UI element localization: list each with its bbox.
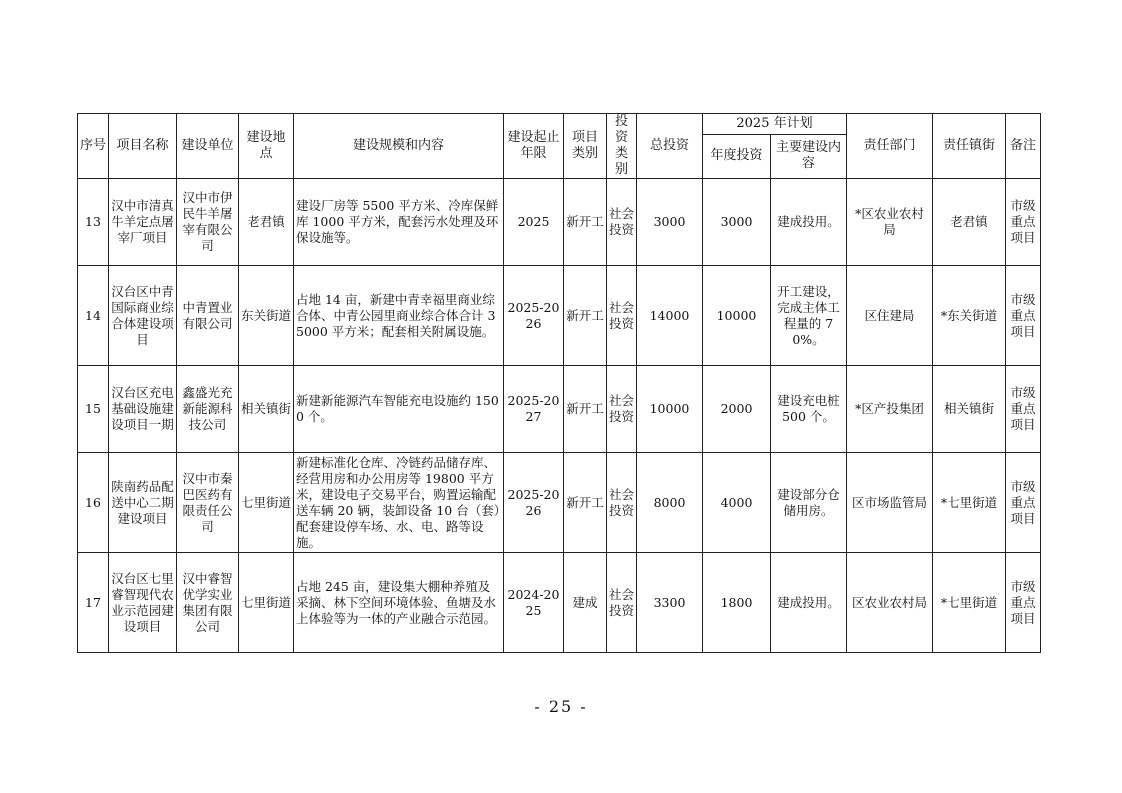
cell-dept: *区农业农村局 [847, 179, 933, 266]
cell-dept: *区产投集团 [847, 366, 933, 453]
header-project-name: 项目名称 [109, 114, 177, 179]
cell-invest-type: 社会投资 [607, 553, 637, 653]
cell-main-content: 建设充电桩 500 个。 [771, 366, 847, 453]
cell-invest-type: 社会投资 [607, 179, 637, 266]
cell-dept: 区住建局 [847, 266, 933, 366]
header-scale: 建设规模和内容 [294, 114, 504, 179]
cell-scale: 建设厂房等 5500 平方米、冷库保鲜库 1000 平方米，配套污水处理及环保设施等。 [294, 179, 504, 266]
table-row [78, 179, 1041, 266]
header-row-top [78, 114, 1041, 135]
cell-category: 建成 [564, 553, 607, 653]
cell-period: 2025 [504, 179, 564, 266]
cell-invest-type: 社会投资 [607, 453, 637, 553]
header-annual: 年度投资 [703, 134, 771, 178]
cell-scale: 新建标准化仓库、冷链药品储存库、经营用房和办公用房等 19800 平方米，建设电子交易平台，购置运输配送车辆 20 辆，装卸设备 10 台（套）配套建设停车场、水、电、路等设施。 [294, 453, 504, 553]
header-unit: 建设单位 [177, 114, 239, 179]
cell-total: 8000 [637, 453, 703, 553]
cell-project-name: 汉台区七里睿智现代农业示范园建设项目 [109, 553, 177, 653]
cell-location: 七里街道 [239, 453, 294, 553]
cell-annual: 2000 [703, 366, 771, 453]
cell-project-name: 汉中市清真牛羊定点屠宰厂项目 [109, 179, 177, 266]
cell-project-name: 汉台区充电基础设施建设项目一期 [109, 366, 177, 453]
header-seq: 序号 [78, 114, 109, 179]
cell-seq: 13 [78, 179, 109, 266]
table-row [78, 366, 1041, 453]
header-invest-type: 投资类别 [607, 114, 637, 179]
cell-seq: 17 [78, 553, 109, 653]
cell-seq: 15 [78, 366, 109, 453]
cell-seq: 14 [78, 266, 109, 366]
cell-street: *七里街道 [933, 553, 1006, 653]
cell-total: 3000 [637, 179, 703, 266]
cell-annual: 10000 [703, 266, 771, 366]
header-plan-group: 2025 年计划 [703, 114, 847, 135]
header-dept: 责任部门 [847, 114, 933, 179]
cell-annual: 3000 [703, 179, 771, 266]
cell-street: *七里街道 [933, 453, 1006, 553]
cell-main-content: 建成投用。 [771, 553, 847, 653]
header-category: 项目类别 [564, 114, 607, 179]
cell-category: 新开工 [564, 179, 607, 266]
cell-project-name: 陕南药品配送中心二期建设项目 [109, 453, 177, 553]
cell-main-content: 开工建设，完成主体工程量的 70%。 [771, 266, 847, 366]
cell-unit: 鑫盛光充新能源科技公司 [177, 366, 239, 453]
cell-annual: 4000 [703, 453, 771, 553]
cell-remark: 市级重点项目 [1006, 179, 1041, 266]
cell-period: 2025-2026 [504, 266, 564, 366]
cell-project-name: 汉台区中青国际商业综合体建设项目 [109, 266, 177, 366]
cell-street: 相关镇街 [933, 366, 1006, 453]
project-plan-table [77, 113, 1041, 653]
cell-location: 老君镇 [239, 179, 294, 266]
cell-remark: 市级重点项目 [1006, 453, 1041, 553]
cell-category: 新开工 [564, 453, 607, 553]
page-number: - 25 - [534, 697, 588, 716]
table-row [78, 453, 1041, 553]
cell-total: 10000 [637, 366, 703, 453]
cell-dept: 区农业农村局 [847, 553, 933, 653]
cell-seq: 16 [78, 453, 109, 553]
header-location: 建设地点 [239, 114, 294, 179]
cell-category: 新开工 [564, 266, 607, 366]
cell-location: 七里街道 [239, 553, 294, 653]
cell-remark: 市级重点项目 [1006, 553, 1041, 653]
cell-scale: 占地 245 亩，建设集大棚种养殖及采摘、林下空间环境体验、鱼塘及水上体验等为一体的产业融合示范园。 [294, 553, 504, 653]
cell-scale: 占地 14 亩，新建中青幸福里商业综合体、中青公园里商业综合体合计 35000 平方米；配套相关附属设施。 [294, 266, 504, 366]
cell-invest-type: 社会投资 [607, 266, 637, 366]
header-street: 责任镇街 [933, 114, 1006, 179]
cell-period: 2025-2026 [504, 453, 564, 553]
cell-location: 东关街道 [239, 266, 294, 366]
cell-remark: 市级重点项目 [1006, 366, 1041, 453]
cell-main-content: 建设部分仓储用房。 [771, 453, 847, 553]
header-total: 总投资 [637, 114, 703, 179]
cell-main-content: 建成投用。 [771, 179, 847, 266]
table-row [78, 553, 1041, 653]
cell-total: 3300 [637, 553, 703, 653]
cell-street: 老君镇 [933, 179, 1006, 266]
cell-unit: 汉中市秦巴医药有限责任公司 [177, 453, 239, 553]
cell-location: 相关镇街 [239, 366, 294, 453]
header-remark: 备注 [1006, 114, 1041, 179]
cell-scale: 新建新能源汽车智能充电设施约 1500 个。 [294, 366, 504, 453]
cell-period: 2024-2025 [504, 553, 564, 653]
table-row [78, 266, 1041, 366]
cell-remark: 市级重点项目 [1006, 266, 1041, 366]
header-period: 建设起止年限 [504, 114, 564, 179]
cell-total: 14000 [637, 266, 703, 366]
cell-street: *东关街道 [933, 266, 1006, 366]
cell-unit: 中青置业有限公司 [177, 266, 239, 366]
cell-annual: 1800 [703, 553, 771, 653]
cell-unit: 汉中睿智优学实业集团有限公司 [177, 553, 239, 653]
cell-unit: 汉中市伊民牛羊屠宰有限公司 [177, 179, 239, 266]
cell-invest-type: 社会投资 [607, 366, 637, 453]
header-main-content: 主要建设内容 [771, 134, 847, 178]
cell-dept: 区市场监管局 [847, 453, 933, 553]
cell-category: 新开工 [564, 366, 607, 453]
cell-period: 2025-2027 [504, 366, 564, 453]
